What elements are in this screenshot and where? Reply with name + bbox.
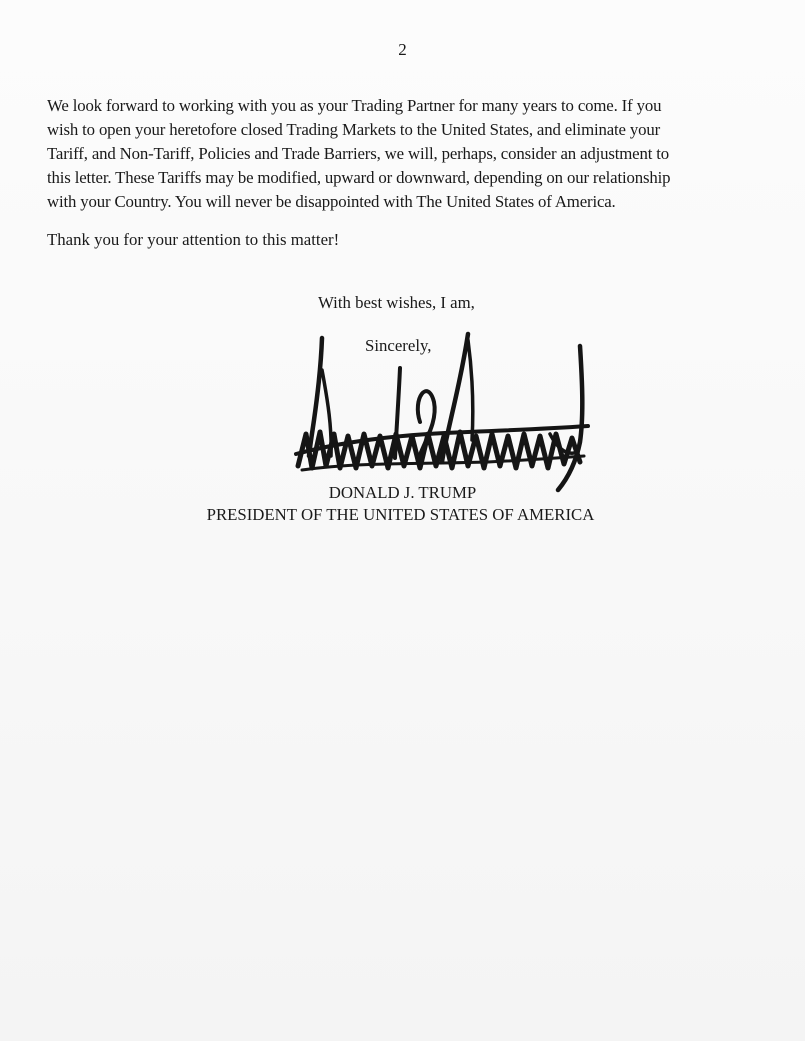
body-line: We look forward to working with you as your Trading Partner for many years to come. If you xyxy=(47,96,662,115)
signer-title-text: PRESIDENT OF THE UNITED STATES OF AMERICA xyxy=(206,505,595,524)
sincerely-line: Sincerely, xyxy=(365,336,432,355)
body-line: this letter. These Tariffs may be modified, upward or downward, depending on our relationship xyxy=(47,168,671,187)
body-line: Tariff, and Non-Tariff, Policies and Trade Barriers, we will, perhaps, consider an adjustment to xyxy=(47,144,670,163)
body-line: wish to open your heretofore closed Trading Markets to the United States, and eliminate your xyxy=(47,120,661,139)
handwritten-signature xyxy=(288,330,600,495)
closing-line: With best wishes, I am, xyxy=(318,293,475,312)
body-line: with your Country. You will never be disappointed with The United States of America. xyxy=(47,192,616,211)
thank-you-line: Thank you for your attention to this matter! xyxy=(47,230,340,249)
signer-name-text: DONALD J. TRUMP xyxy=(328,483,477,502)
signer-title xyxy=(0,505,805,525)
signer-name xyxy=(0,483,805,503)
body-paragraph xyxy=(47,94,670,214)
page-number: 2 xyxy=(398,40,407,59)
